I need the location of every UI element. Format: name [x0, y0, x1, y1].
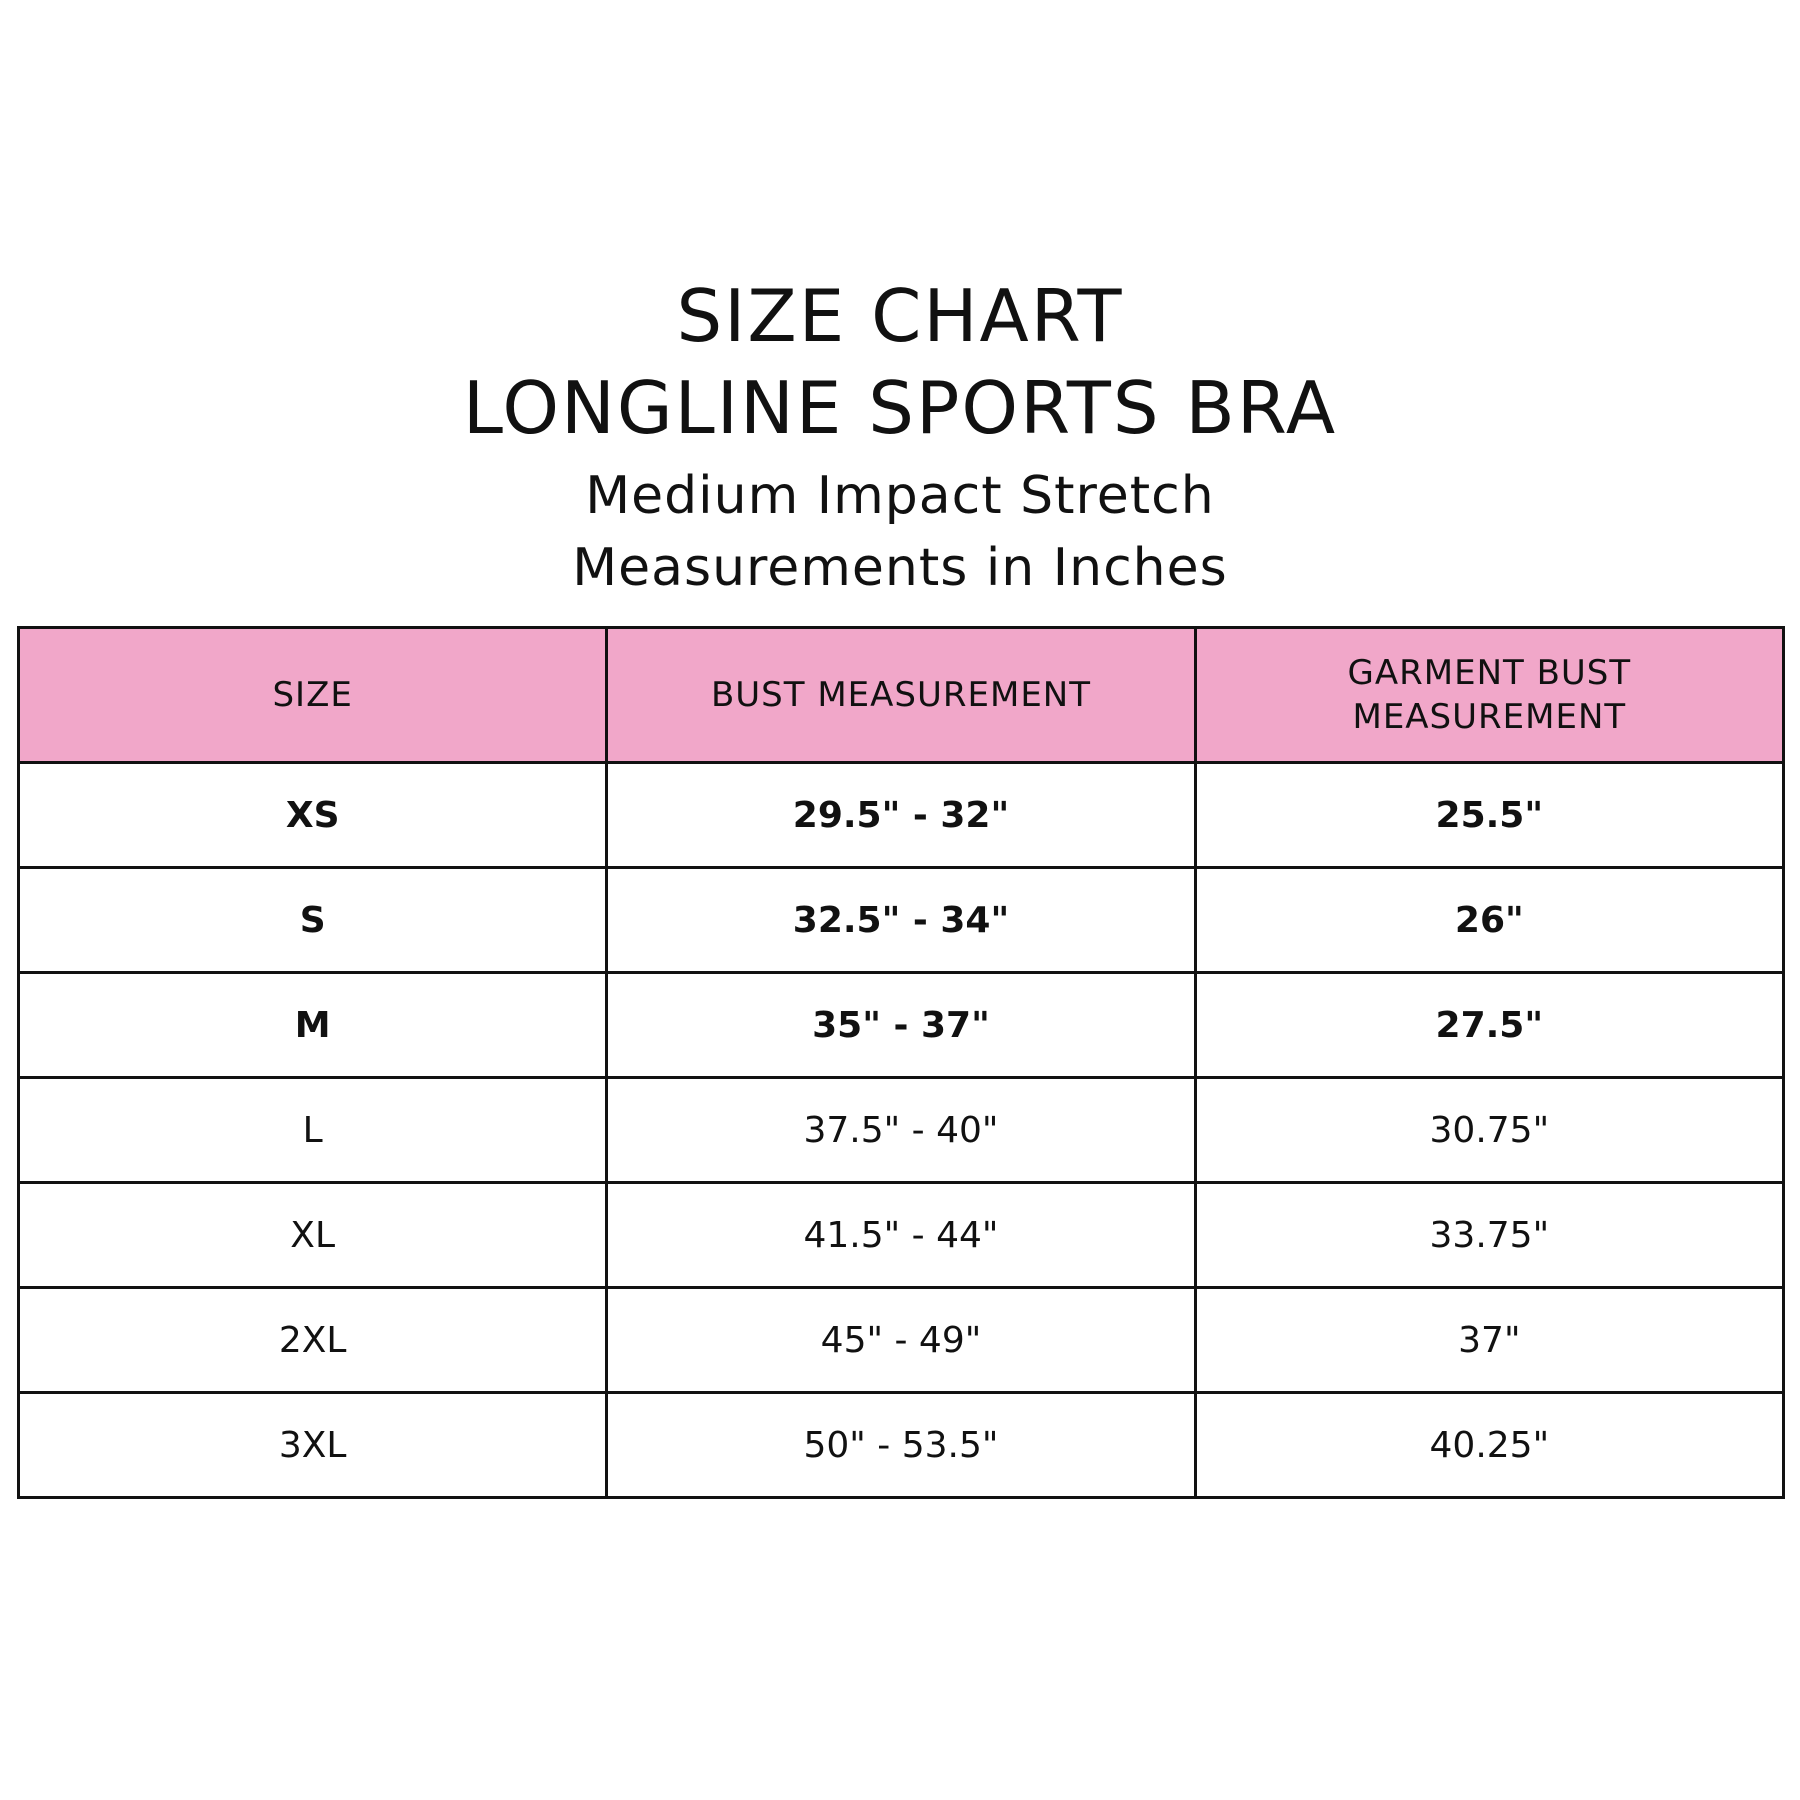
garment-bust-cell: 27.5"	[1195, 973, 1783, 1078]
size-cell: XL	[19, 1183, 607, 1288]
chart-title: SIZE CHART	[676, 274, 1124, 358]
size-cell: M	[19, 973, 607, 1078]
size-cell: S	[19, 868, 607, 973]
bust-cell: 45" - 49"	[607, 1288, 1195, 1393]
subtitle: Medium Impact Stretch	[585, 466, 1215, 526]
size-cell: L	[19, 1078, 607, 1183]
garment-bust-cell: 26"	[1195, 868, 1783, 973]
bust-cell: 32.5" - 34"	[607, 868, 1195, 973]
table-row	[19, 1393, 1784, 1498]
table-body	[19, 763, 1784, 1498]
size-cell: 3XL	[19, 1393, 607, 1498]
header-garment-bust-label: GARMENT BUST MEASUREMENT	[1347, 653, 1632, 737]
garment-bust-cell: 40.25"	[1195, 1393, 1783, 1498]
size-table	[17, 626, 1785, 1499]
header-row	[19, 628, 1784, 763]
units-note: Measurements in Inches	[572, 538, 1228, 598]
table-row	[19, 1288, 1784, 1393]
table-row	[19, 1078, 1784, 1183]
table-row	[19, 763, 1784, 868]
size-cell: XS	[19, 763, 607, 868]
garment-bust-cell: 25.5"	[1195, 763, 1783, 868]
table-row	[19, 973, 1784, 1078]
bust-cell: 37.5" - 40"	[607, 1078, 1195, 1183]
table-row	[19, 868, 1784, 973]
garment-bust-cell: 33.75"	[1195, 1183, 1783, 1288]
table-header	[19, 628, 1784, 763]
header-bust-measurement: BUST MEASUREMENT	[607, 628, 1195, 763]
table-row	[19, 1183, 1784, 1288]
header-size: SIZE	[19, 628, 607, 763]
size-cell: 2XL	[19, 1288, 607, 1393]
product-name: LONGLINE SPORTS BRA	[462, 366, 1338, 450]
bust-cell: 50" - 53.5"	[607, 1393, 1195, 1498]
bust-cell: 35" - 37"	[607, 973, 1195, 1078]
garment-bust-cell: 30.75"	[1195, 1078, 1783, 1183]
garment-bust-cell: 37"	[1195, 1288, 1783, 1393]
header-garment-bust-measurement	[1195, 628, 1783, 763]
bust-cell: 29.5" - 32"	[607, 763, 1195, 868]
bust-cell: 41.5" - 44"	[607, 1183, 1195, 1288]
